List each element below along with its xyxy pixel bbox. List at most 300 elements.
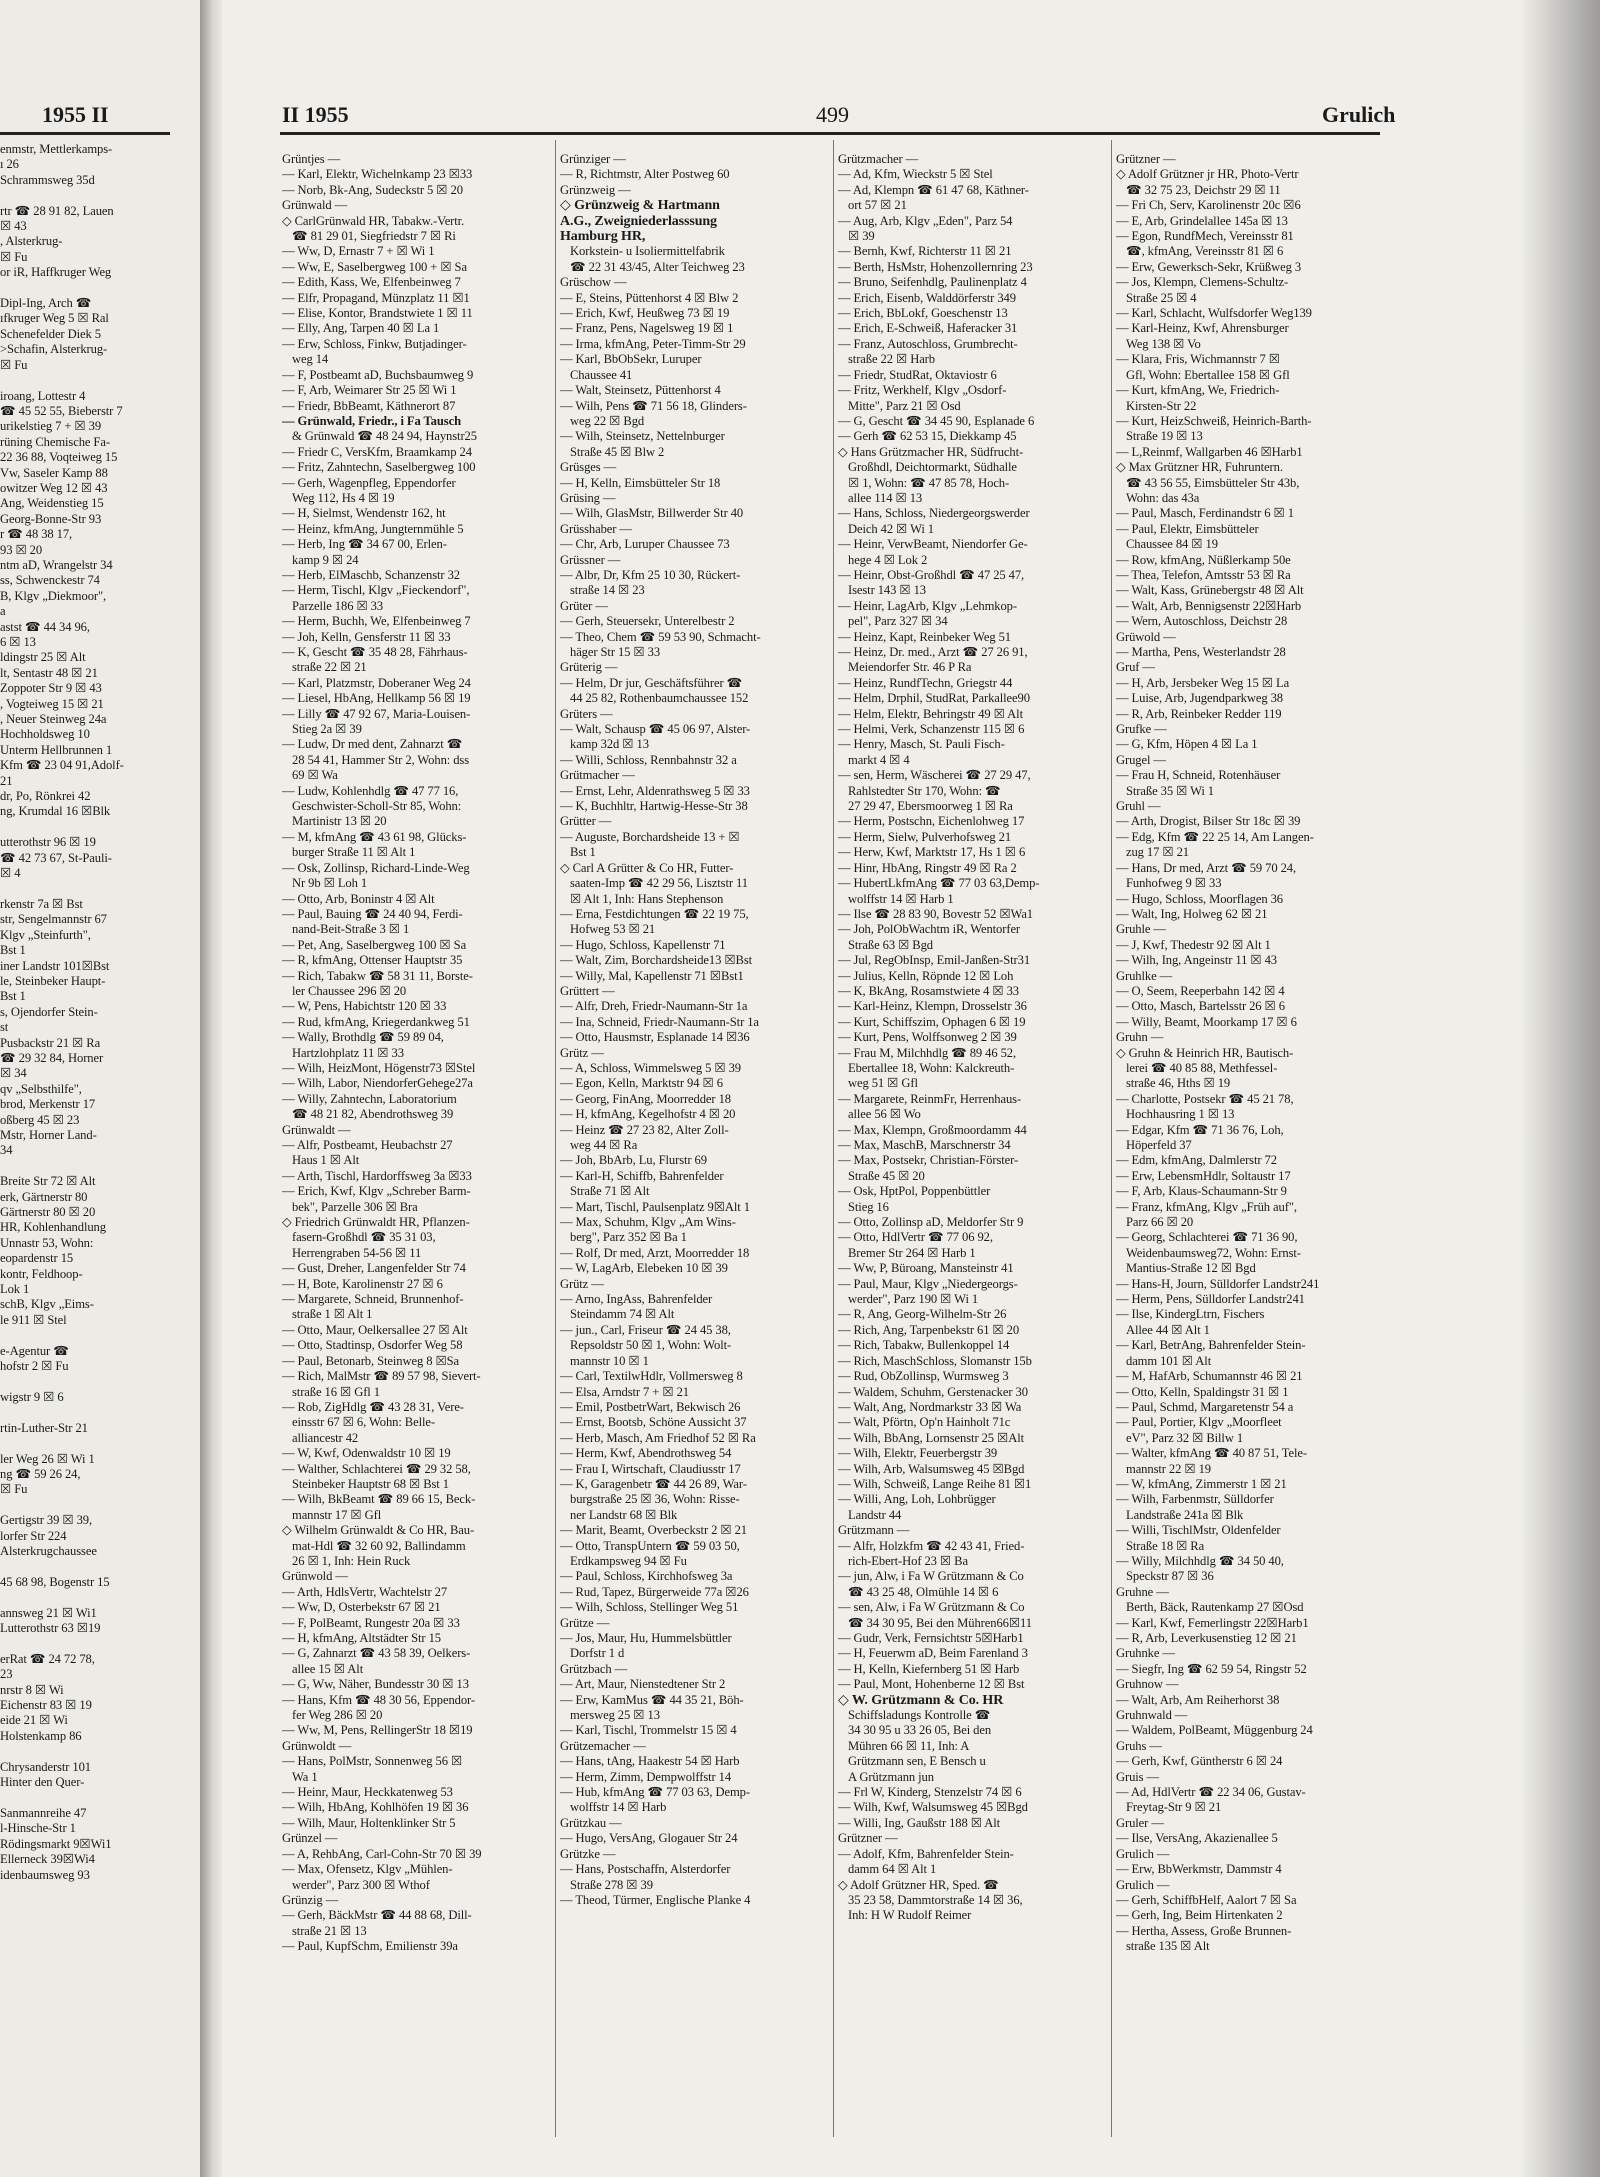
- directory-entry: Grützkau —: [560, 1815, 622, 1830]
- directory-entry: — Waldem, Schuhm, Gerstenacker 30: [838, 1384, 1028, 1399]
- directory-entry: allee 114 ☒ 13: [848, 490, 923, 505]
- directory-entry: — Karl, Schlacht, Wulfsdorfer Weg139: [1116, 306, 1312, 321]
- directory-entry: Gruhle —: [1116, 922, 1166, 937]
- directory-entry: Grützmann —: [838, 1523, 910, 1538]
- directory-entry: — Arth, Tischl, Hardorffsweg 3a ☒33: [282, 1168, 472, 1183]
- directory-entry: r ☎ 48 38 17,: [0, 527, 73, 542]
- directory-entry: Grufke —: [1116, 722, 1167, 737]
- directory-entry: weg 44 ☒ Ra: [570, 1138, 638, 1152]
- directory-entry: Parz 66 ☒ 20: [1126, 1215, 1194, 1230]
- directory-entry: , Vogteiweg 15 ☒ 21: [0, 696, 104, 711]
- directory-entry: ◇ Friedrich Grünwaldt HR, Pflanzen-: [282, 1215, 470, 1230]
- directory-entry: — Otto, Hausmstr, Esplanade 14 ☒36: [560, 1030, 750, 1045]
- directory-entry: iroang, Lottestr 4: [0, 388, 86, 403]
- directory-entry: — H, Kelln, Kiefernberg 51 ☒ Harb: [838, 1661, 1020, 1676]
- directory-entry: — R, Arb, Leverkusenstieg 12 ☒ 21: [1116, 1631, 1297, 1645]
- directory-entry: — Erw, LebensmHdlr, Soltaustr 17: [1116, 1168, 1291, 1183]
- directory-entry: — Heinz ☎ 27 23 82, Alter Zoll-: [560, 1122, 729, 1137]
- directory-entry: straße 21 ☒ 13: [292, 1923, 367, 1938]
- directory-entry: — Ludw, Kohlenhdlg ☎ 47 77 16,: [282, 783, 459, 798]
- directory-entry: — E, Arb, Grindelallee 145a ☒ 13: [1116, 213, 1288, 228]
- directory-entry: — Walt, Ang, Nordmarkstr 33 ☒ Wa: [838, 1399, 1022, 1414]
- directory-entry: — Ww, P, Büroang, Mansteinstr 41: [838, 1261, 1014, 1276]
- directory-entry: eV", Parz 32 ☒ Billw 1: [1126, 1430, 1244, 1445]
- directory-entry: owitzer Weg 12 ☒ 43: [0, 480, 108, 495]
- directory-entry: Grünwaldt —: [282, 1122, 351, 1137]
- directory-entry: Straße 45 ☒ Blw 2: [570, 444, 665, 459]
- directory-entry: 69 ☒ Wa: [292, 768, 338, 783]
- directory-entry: — Fritz, Zahntechn, Saselbergweg 100: [282, 460, 476, 475]
- directory-entry: — Friedr, StudRat, Oktaviostr 6: [838, 367, 997, 382]
- directory-entry: Isestr 143 ☒ 13: [848, 583, 926, 598]
- directory-entry: Grützke —: [560, 1846, 616, 1861]
- directory-entry: Meiendorfer Str. 46 P Ra: [848, 660, 972, 675]
- directory-entry: rtr ☎ 28 91 82, Lauen: [0, 203, 114, 218]
- directory-entry: — Bruno, Seifenhdlg, Paulinenplatz 4: [838, 275, 1027, 290]
- directory-entry: — Walt, Arb, Bennigsenstr 22☒Harb: [1116, 598, 1302, 613]
- directory-entry: — Gerh, BäckMstr ☎ 44 88 68, Dill-: [282, 1908, 472, 1923]
- directory-entry: , Alsterkrug-: [0, 234, 63, 249]
- directory-entry: — Wern, Autoschloss, Deichstr 28: [1116, 614, 1288, 629]
- directory-entry: alliancestr 42: [292, 1430, 359, 1445]
- directory-entry: — Albr, Dr, Kfm 25 10 30, Rückert-: [560, 567, 741, 582]
- directory-entry: >Schafin, Alsterkrug-: [0, 342, 108, 357]
- directory-entry: — Rich, MalMstr ☎ 89 57 98, Sievert-: [282, 1369, 481, 1384]
- directory-entry: schB, Klgv „Eims-: [0, 1297, 94, 1312]
- directory-entry: — jun, Alw, i Fa W Grützmann & Co: [838, 1569, 1024, 1584]
- directory-entry: urikelstieg 7 + ☒ 39: [0, 419, 102, 434]
- directory-entry: — Thea, Telefon, Amtsstr 53 ☒ Ra: [1116, 567, 1291, 582]
- directory-entry: — Max, Ofensetz, Klgv „Mühlen-: [282, 1862, 453, 1877]
- directory-entry: — Heinz, Dr. med., Arzt ☎ 27 26 91,: [838, 645, 1028, 659]
- directory-entry: — Wilh, GlasMstr, Billwerder Str 40: [560, 506, 744, 521]
- directory-entry: — Marit, Beamt, Overbeckstr 2 ☒ 21: [560, 1523, 747, 1538]
- directory-entry: — Herb, Ing ☎ 34 67 00, Erlen-: [282, 537, 447, 552]
- directory-entry: Grulich —: [1116, 1877, 1170, 1892]
- directory-entry: Berth, Bäck, Rautenkamp 27 ☒Osd: [1126, 1600, 1304, 1615]
- directory-entry: [0, 820, 195, 835]
- directory-entry: 6 ☒ 13: [0, 635, 36, 649]
- directory-entry: — M, HafArb, Schumannstr 46 ☒ 21: [1116, 1369, 1303, 1384]
- directory-entry: nand-Beit-Straße 3 ☒ 1: [292, 922, 410, 937]
- directory-entry: — Heinr, Obst-Großhdl ☎ 47 25 47,: [838, 567, 1025, 582]
- directory-entry: — Willy, Milchhdlg ☎ 34 50 40,: [1116, 1553, 1284, 1568]
- directory-entry: — Charlotte, Postsekr ☎ 45 21 78,: [1116, 1091, 1294, 1106]
- directory-entry: — Klara, Fris, Wichmannstr 7 ☒: [1116, 352, 1280, 367]
- directory-entry: annsweg 21 ☒ Wi1: [0, 1605, 97, 1620]
- directory-entry: bek", Parzelle 306 ☒ Bra: [292, 1199, 418, 1214]
- directory-entry: lorfer Str 224: [0, 1528, 67, 1543]
- directory-entry: — Gerh, Kwf, Güntherstr 6 ☒ 24: [1116, 1754, 1283, 1769]
- directory-entry: — H, Sielmst, Wendenstr 162, ht: [282, 506, 446, 521]
- directory-entry: rich-Ebert-Hof 23 ☒ Ba: [848, 1553, 968, 1568]
- directory-entry: Ang, Weidenstieg 15: [0, 496, 104, 511]
- directory-entry: Grüsges —: [560, 460, 617, 475]
- directory-entry: iner Landstr 101☒Bst: [0, 958, 110, 973]
- directory-entry: Grüters —: [560, 706, 613, 721]
- directory-entry: — Arno, IngAss, Bahrenfelder: [560, 1292, 713, 1307]
- directory-entry: — Herm, Pens, Sülldorfer Landstr241: [1116, 1292, 1305, 1307]
- directory-entry: nrstr 8 ☒ Wi: [0, 1682, 64, 1697]
- book-gutter: [200, 0, 222, 2177]
- directory-entry: Pusbackstr 21 ☒ Ra: [0, 1035, 101, 1050]
- directory-entry: — Herm, Tischl, Klgv „Fieckendorf",: [282, 583, 470, 598]
- directory-entry: — Paul, Schloss, Kirchhofsweg 3a: [560, 1569, 733, 1584]
- directory-entry: — Walt, Ing, Holweg 62 ☒ 21: [1116, 906, 1268, 921]
- directory-entry: Ellerneck 39☒Wi4: [0, 1852, 95, 1867]
- directory-entry: [0, 1375, 195, 1390]
- directory-entry: — Wilh, HbAng, Kohlhöfen 19 ☒ 36: [282, 1800, 469, 1815]
- directory-entry: Dorfstr 1 d: [570, 1646, 625, 1661]
- directory-entry: Grüssner —: [560, 552, 621, 567]
- directory-entry: rtin-Luther-Str 21: [0, 1420, 88, 1435]
- directory-entry: — J, Kwf, Thedestr 92 ☒ Alt 1: [1116, 937, 1271, 952]
- directory-entry: — Edgar, Kfm ☎ 71 36 76, Loh,: [1116, 1122, 1284, 1137]
- directory-entry: — Herb, ElMaschb, Schanzenstr 32: [282, 567, 460, 582]
- directory-entry: Grützner —: [838, 1831, 898, 1846]
- directory-entry: — Fritz, Werkhelf, Klgv „Osdorf-: [838, 383, 1007, 398]
- directory-entry: ☎ 34 30 95, Bei den Mühren66☒11: [848, 1615, 1032, 1630]
- directory-entry: — Gerh ☎ 62 53 15, Diekkamp 45: [838, 429, 1017, 444]
- directory-entry: lt, Sentastr 48 ☒ 21: [0, 665, 98, 680]
- directory-entry: Grünzweig —: [560, 182, 631, 197]
- directory-entry: — Frau H, Schneid, Rotenhäuser: [1116, 768, 1281, 783]
- directory-entry: — Edith, Kass, We, Elfenbeinweg 7: [282, 275, 461, 290]
- directory-entry: — Heinr, Maur, Heckkatenweg 53: [282, 1785, 453, 1800]
- directory-entry: — Kurt, Pens, Wolffsonweg 2 ☒ 39: [838, 1030, 1017, 1045]
- directory-entry: — Wilh, Farbenmstr, Sülldorfer: [1116, 1492, 1274, 1507]
- directory-entry: Grüsing —: [560, 490, 616, 505]
- directory-entry: Grünwald —: [282, 198, 348, 213]
- directory-entry: — Erw, KamMus ☎ 44 35 21, Böh-: [560, 1692, 744, 1707]
- directory-entry: — Paul, Betonarb, Steinweg 8 ☒Sa: [282, 1353, 460, 1368]
- directory-entry: — W, Pens, Habichtstr 120 ☒ 33: [282, 999, 447, 1014]
- directory-entry: — Helmi, Verk, Schanzenstr 115 ☒ 6: [838, 722, 1025, 737]
- directory-entry: Grüterig —: [560, 660, 618, 675]
- directory-entry: — Walther, Schlachterei ☎ 29 32 58,: [282, 1461, 471, 1476]
- directory-entry: enmstr, Mettlerkamps-: [0, 142, 113, 156]
- directory-entry: — sen, Herm, Wäscherei ☎ 27 29 47,: [838, 768, 1031, 783]
- directory-entry: — F, Arb, Klaus-Schaumann-Str 9: [1116, 1184, 1287, 1199]
- directory-entry: — H, Kelln, Eimsbütteler Str 18: [560, 475, 721, 490]
- directory-column-3: [838, 152, 1106, 1924]
- directory-entry: erRat ☎ 24 72 78,: [0, 1651, 95, 1666]
- directory-entry: häger Str 15 ☒ 33: [570, 645, 661, 659]
- directory-entry: — Paul, Mont, Hohenberne 12 ☒ Bst: [838, 1677, 1025, 1692]
- directory-entry: straße 46, Hths ☒ 19: [1126, 1076, 1231, 1091]
- directory-entry: — Karl, Elektr, Wichelnkamp 23 ☒33: [282, 167, 473, 182]
- directory-entry: Schiffsladungs Kontrolle ☎: [848, 1708, 991, 1723]
- directory-entry: Dipl-Ing, Arch ☎: [0, 296, 92, 311]
- directory-entry: — Wilh, Schweiß, Lange Reihe 81 ☒1: [838, 1476, 1032, 1491]
- directory-entry: wolffstr 14 ☒ Harb: [570, 1800, 667, 1815]
- directory-entry: — Fri Ch, Serv, Karolinenstr 20c ☒6: [1116, 198, 1301, 213]
- directory-entry: — Herb, Masch, Am Friedhof 52 ☒ Ra: [560, 1430, 756, 1445]
- directory-entry: — Karl, Platzmstr, Doberaner Weg 24: [282, 675, 471, 690]
- directory-entry: ◇ CarlGrünwald HR, Tabakw.-Vertr.: [282, 213, 465, 228]
- directory-entry: — H, Arb, Jersbeker Weg 15 ☒ La: [1116, 675, 1290, 690]
- directory-entry: Schenefelder Diek 5: [0, 326, 101, 341]
- directory-entry: Herrengraben 54-56 ☒ 11: [292, 1245, 422, 1260]
- directory-entry: Gruhnow —: [1116, 1677, 1179, 1692]
- directory-entry: werder", Parz 300 ☒ Wthof: [292, 1877, 430, 1892]
- directory-entry: Martinistr 13 ☒ 20: [292, 814, 387, 829]
- directory-entry: Grüschow —: [560, 275, 627, 290]
- directory-entry: — G, Gescht ☎ 34 45 90, Esplanade 6: [838, 413, 1035, 428]
- directory-entry: — Ludw, Dr med dent, Zahnarzt ☎: [282, 737, 463, 752]
- directory-entry: ıfkruger Weg 5 ☒ Ral: [0, 311, 109, 326]
- directory-entry: — Hans, Schloss, Niedergeorgswerder: [838, 506, 1030, 521]
- directory-entry: — Kurt, kfmAng, We, Friedrich-: [1116, 383, 1280, 398]
- directory-entry: — Egon, RundfMech, Vereinsstr 81: [1116, 229, 1294, 244]
- directory-entry: — Erw, Gewerksch-Sekr, Krüßweg 3: [1116, 259, 1302, 274]
- directory-entry: allee 15 ☒ Alt: [292, 1661, 364, 1676]
- directory-entry: — Heinz, RundfTechn, Griegstr 44: [838, 675, 1013, 690]
- directory-entry: Hofweg 53 ☒ 21: [570, 922, 656, 937]
- directory-entry: — A, RehbAng, Carl-Cohn-Str 70 ☒ 39: [282, 1846, 482, 1861]
- directory-entry: — Ernst, Bootsb, Schöne Aussicht 37: [560, 1415, 747, 1430]
- directory-entry: Funhofweg 9 ☒ 33: [1126, 876, 1222, 891]
- column-divider: [555, 140, 556, 2137]
- directory-entry: le, Steinbeker Haupt-: [0, 973, 106, 988]
- directory-entry: Bst 1: [0, 989, 26, 1004]
- directory-entry: — Franz, Pens, Nagelsweg 19 ☒ 1: [560, 321, 734, 336]
- directory-entry: ◇ Adolf Grützner jr HR, Photo-Vertr: [1116, 167, 1299, 182]
- directory-entry: — Wilh, Kwf, Walsumsweg 45 ☒Bgd: [838, 1800, 1028, 1815]
- directory-entry: Mantius-Straße 12 ☒ Bgd: [1126, 1261, 1256, 1276]
- directory-entry: — Julius, Kelln, Röpnde 12 ☒ Loh: [838, 968, 1014, 983]
- directory-entry: — Helm, Dr jur, Geschäftsführer ☎: [560, 675, 743, 690]
- directory-entry: Kfm ☎ 23 04 91,Adolf-: [0, 758, 124, 773]
- directory-entry: Gruhn —: [1116, 1030, 1164, 1045]
- directory-entry: Grünziger —: [560, 152, 626, 166]
- directory-entry: Straße 25 ☒ 4: [1126, 290, 1197, 305]
- directory-entry: — Heinz, kfmAng, Jungternmühle 5: [282, 521, 464, 536]
- page-number: 499: [816, 102, 849, 127]
- directory-entry: — Hans, Postschaffn, Alsterdorfer: [560, 1862, 731, 1877]
- directory-entry: — Hinr, HbAng, Ringstr 49 ☒ Ra 2: [838, 860, 1017, 875]
- directory-entry: — Willy, Zahntechn, Laboratorium: [282, 1091, 457, 1106]
- directory-entry: mannstr 17 ☒ Gfl: [292, 1507, 382, 1522]
- directory-entry: — Max, Postsekr, Christian-Förster-: [838, 1153, 1019, 1168]
- directory-entry: ◇ Grünzweig & Hartmann: [560, 198, 720, 214]
- directory-entry: Parzelle 186 ☒ 33: [292, 598, 384, 613]
- directory-entry: Grütmacher —: [560, 768, 635, 783]
- directory-entry: A Grützmann jun: [848, 1769, 934, 1784]
- directory-entry: ler Chaussee 296 ☒ 20: [292, 983, 407, 998]
- directory-entry: [0, 1559, 195, 1574]
- directory-column-1: [282, 152, 550, 1955]
- directory-entry: — Rud, kfmAng, Kriegerdankweg 51: [282, 1014, 470, 1029]
- directory-entry: — Henry, Masch, St. Pauli Fisch-: [838, 737, 1005, 752]
- directory-entry: ng ☎ 59 26 24,: [0, 1466, 81, 1481]
- directory-entry: kamp 9 ☒ 24: [292, 552, 359, 567]
- directory-entry: [0, 1744, 195, 1759]
- directory-entry: — Wilh, Ing, Angeinstr 11 ☒ 43: [1116, 953, 1278, 968]
- directory-entry: — G, Kfm, Höpen 4 ☒ La 1: [1116, 737, 1258, 752]
- directory-entry: Weg 112, Hs 4 ☒ 19: [292, 490, 395, 505]
- directory-entry: — Jos, Maur, Hu, Hummelsbüttler: [560, 1631, 732, 1645]
- directory-entry: — Kurt, Schiffszim, Ophagen 6 ☒ 19: [838, 1014, 1026, 1029]
- directory-entry: — Rud, ObZollinsp, Wurmsweg 3: [838, 1369, 1009, 1384]
- directory-entry: Stieg 2a ☒ 39: [292, 722, 362, 737]
- directory-entry: — Hub, kfmAng ☎ 77 03 63, Demp-: [560, 1785, 750, 1800]
- directory-entry: — Karl-Heinz, Klempn, Drosselstr 36: [838, 999, 1027, 1014]
- directory-entry: 21: [0, 773, 13, 788]
- directory-entry: — G, Ww, Näher, Bundesstr 30 ☒ 13: [282, 1677, 469, 1692]
- directory-entry: — Elsa, Arndstr 7 + ☒ 21: [560, 1384, 689, 1399]
- directory-entry: Gruf —: [1116, 660, 1155, 675]
- directory-entry: — Arth, HdlsVertr, Wachtelstr 27: [282, 1584, 448, 1599]
- directory-entry: Korkstein- u Isoliermittelfabrik: [570, 244, 725, 259]
- directory-entry: — F, Arb, Weimarer Str 25 ☒ Wi 1: [282, 383, 457, 398]
- directory-entry: burgstraße 25 ☒ 36, Wohn: Risse-: [570, 1492, 740, 1507]
- directory-entry: — Norb, Bk-Ang, Sudeckstr 5 ☒ 20: [282, 182, 463, 197]
- directory-entry: Erdkampsweg 94 ☒ Fu: [570, 1553, 687, 1568]
- directory-entry: burger Straße 11 ☒ Alt 1: [292, 845, 416, 860]
- directory-entry: — Gerh, Steuersekr, Unterelbestr 2: [560, 614, 735, 629]
- directory-entry: — Heinr, VerwBeamt, Niendorfer Ge-: [838, 537, 1028, 552]
- directory-entry: — Wilh, Schloss, Stellinger Weg 51: [560, 1600, 739, 1615]
- directory-entry: — Paul, Maur, Klgv „Niedergeorgs-: [838, 1276, 1018, 1291]
- directory-entry: Rödingsmarkt 9☒Wi1: [0, 1836, 112, 1851]
- directory-entry: ◇ Hans Grützmacher HR, Südfrucht-: [838, 444, 1024, 459]
- directory-entry: [0, 188, 195, 203]
- directory-entry: Straße 278 ☒ 39: [570, 1877, 653, 1892]
- directory-entry: ☎, kfmAng, Vereinsstr 81 ☒ 6: [1126, 244, 1284, 259]
- directory-entry: — Wilh, HeizMont, Högenstr73 ☒Stel: [282, 1060, 476, 1075]
- directory-entry: — Otto, Arb, Boninstr 4 ☒ Alt: [282, 891, 435, 906]
- directory-entry: — Osk, HptPol, Poppenbüttler: [838, 1184, 991, 1199]
- directory-entry: Grugel —: [1116, 752, 1166, 767]
- directory-entry: — Aug, Arb, Klgv „Eden", Parz 54: [838, 213, 1013, 228]
- directory-entry: ☒ 1, Wohn: ☎ 47 85 78, Hoch-: [848, 475, 1010, 490]
- directory-entry: — Herm, Sielw, Pulverhofsweg 21: [838, 829, 1012, 844]
- directory-entry: — Irma, kfmAng, Peter-Timm-Str 29: [560, 336, 746, 351]
- left-page-fragment: [0, 0, 200, 2177]
- directory-entry: [0, 1159, 195, 1174]
- directory-entry: — Jos, Klempn, Clemens-Schultz-: [1116, 275, 1289, 290]
- directory-entry: — Wilh, Maur, Holtenklinker Str 5: [282, 1815, 456, 1830]
- directory-entry: ☒ 34: [0, 1066, 27, 1081]
- directory-entry: — Ad, HdlVertr ☎ 22 34 06, Gustav-: [1116, 1785, 1306, 1800]
- directory-entry: Grütz —: [560, 1276, 604, 1291]
- directory-entry: mersweg 25 ☒ 13: [570, 1708, 660, 1723]
- directory-entry: Hochhausring 1 ☒ 13: [1126, 1107, 1235, 1122]
- directory-entry: — Walter, kfmAng ☎ 40 87 51, Tele-: [1116, 1446, 1307, 1461]
- directory-entry: — Willi, Ang, Loh, Lohbrügger: [838, 1492, 996, 1507]
- directory-entry: — Herm, Kwf, Abendrothsweg 54: [560, 1446, 732, 1461]
- directory-entry: — Frl W, Kinderg, Stenzelstr 74 ☒ 6: [838, 1785, 1022, 1800]
- directory-entry: ☒ Fu: [0, 1482, 28, 1497]
- directory-entry: — Walt, Schausp ☎ 45 06 97, Alster-: [560, 722, 751, 737]
- directory-entry: — Edg, Kfm ☎ 22 25 14, Am Langen-: [1116, 829, 1314, 844]
- page-edge-shadow: [1520, 0, 1600, 2177]
- directory-entry: — Erich, Eisenb, Walddörferstr 349: [838, 290, 1016, 305]
- directory-column-2: [560, 152, 828, 1908]
- directory-entry: ☎ 22 31 43/45, Alter Teichweg 23: [570, 259, 745, 274]
- directory-entry: — Ina, Schneid, Friedr-Naumann-Str 1a: [560, 1014, 759, 1029]
- directory-entry: ☒ Fu: [0, 357, 28, 372]
- page-header-year: II 1955: [282, 102, 349, 127]
- directory-entry: Großhdl, Deichtormarkt, Südhalle: [848, 460, 1017, 475]
- directory-entry: — Willi, TischlMstr, Oldenfelder: [1116, 1523, 1281, 1538]
- directory-entry: Bst 1: [570, 845, 596, 860]
- directory-entry: — Chr, Arb, Luruper Chaussee 73: [560, 537, 730, 552]
- directory-entry: 34: [0, 1143, 13, 1158]
- directory-entry: — Otto, Masch, Bartelsstr 26 ☒ 6: [1116, 999, 1285, 1014]
- directory-entry: eide 21 ☒ Wi: [0, 1713, 68, 1728]
- directory-entry: Steindamm 74 ☒ Alt: [570, 1307, 675, 1322]
- directory-entry: — Wilh, Arb, Walsumsweg 45 ☒Bgd: [838, 1461, 1025, 1476]
- directory-entry: Grünzel —: [282, 1831, 338, 1846]
- directory-entry: — Willi, Schloss, Rennbahnstr 32 a: [560, 752, 737, 767]
- directory-entry: Chaussee 84 ☒ 19: [1126, 537, 1218, 552]
- directory-entry: — Helm, Drphil, StudRat, Parkallee90: [838, 691, 1030, 706]
- directory-entry: Schrammsweg 35d: [0, 172, 95, 187]
- directory-entry: weg 51 ☒ Gfl: [848, 1076, 918, 1091]
- directory-entry: — Wilh, BkBeamt ☎ 89 66 15, Beck-: [282, 1492, 476, 1507]
- directory-entry: — Margarete, Schneid, Brunnenhof-: [282, 1292, 464, 1307]
- directory-entry: — Hugo, VersAng, Glogauer Str 24: [560, 1831, 738, 1846]
- directory-entry: — Otto, TranspUntern ☎ 59 03 50,: [560, 1538, 740, 1553]
- directory-entry: A.G., Zweigniederlasssung: [560, 213, 717, 229]
- directory-entry: — Hans, Kfm ☎ 48 30 56, Eppendor-: [282, 1692, 475, 1707]
- column-divider: [1111, 140, 1112, 2137]
- directory-entry: — Joh, BbArb, Lu, Flurstr 69: [560, 1153, 707, 1168]
- directory-entry: — Lilly ☎ 47 92 67, Maria-Louisen-: [282, 706, 471, 721]
- directory-entry: — Erich, Kwf, Klgv „Schreber Barm-: [282, 1184, 471, 1199]
- directory-entry: — Osk, Zollinsp, Richard-Linde-Weg: [282, 860, 470, 875]
- directory-entry: 35 23 58, Dammtorstraße 14 ☒ 36,: [848, 1892, 1023, 1907]
- directory-entry: ◇ Wilhelm Grünwaldt & Co HR, Bau-: [282, 1523, 475, 1538]
- directory-entry: ☒ Alt 1, Inh: Hans Stephenson: [570, 891, 724, 906]
- directory-entry: Zoppoter Str 9 ☒ 43: [0, 681, 102, 696]
- directory-entry: — Otto, Maur, Oelkersallee 27 ☒ Alt: [282, 1322, 468, 1337]
- directory-entry: — Elfr, Propagand, Münzplatz 11 ☒1: [282, 290, 470, 305]
- directory-entry: — R, Ang, Georg-Wilhelm-Str 26: [838, 1307, 1007, 1322]
- directory-entry: zug 17 ☒ 21: [1126, 845, 1190, 860]
- directory-entry: Straße 18 ☒ Ra: [1126, 1538, 1205, 1553]
- directory-entry: — Ww, D, Osterbekstr 67 ☒ 21: [282, 1600, 441, 1615]
- directory-entry: markt 4 ☒ 4: [848, 752, 910, 767]
- directory-entry: — Frau I, Wirtschaft, Claudiusstr 17: [560, 1461, 741, 1476]
- directory-entry: Unnastr 53, Wohn:: [0, 1235, 94, 1250]
- directory-entry: — R, Richtmstr, Alter Postweg 60: [560, 167, 730, 182]
- directory-entry: — Wilh, Pens ☎ 71 56 18, Glinders-: [560, 398, 747, 413]
- directory-entry: Grüsshaber —: [560, 521, 632, 536]
- directory-entry: — Paul, Portier, Klgv „Moorfleet: [1116, 1415, 1282, 1430]
- directory-entry: — H, kfmAng, Altstädter Str 15: [282, 1631, 441, 1645]
- directory-entry: — Ernst, Lehr, Aldenrathsweg 5 ☒ 33: [560, 783, 750, 798]
- directory-entry: Vw, Saseler Kamp 88: [0, 465, 108, 480]
- directory-entry: — Karl, BbObSekr, Luruper: [560, 352, 702, 367]
- directory-entry: — W, Kwf, Odenwaldstr 10 ☒ 19: [282, 1446, 451, 1461]
- directory-entry: — Row, kfmAng, Nüßlerkamp 50e: [1116, 552, 1291, 567]
- directory-entry: Gruhne —: [1116, 1584, 1169, 1599]
- directory-entry: Weidenbaumsweg72, Wohn: Ernst-: [1126, 1245, 1301, 1260]
- directory-entry: — Erna, Festdichtungen ☎ 22 19 75,: [560, 906, 749, 921]
- directory-entry: Grüwold —: [1116, 629, 1176, 644]
- directory-entry: ntm aD, Wrangelstr 34: [0, 557, 113, 572]
- directory-entry: Eichenstr 83 ☒ 19: [0, 1698, 92, 1713]
- directory-entry: Freytag-Str 9 ☒ 21: [1126, 1800, 1222, 1815]
- directory-entry: ☎ 48 21 82, Abendrothsweg 39: [292, 1107, 454, 1122]
- directory-entry: 44 25 82, Rothenbaumchaussee 152: [570, 691, 749, 706]
- directory-entry: 34 30 95 u 33 26 05, Bei den: [848, 1723, 992, 1738]
- directory-entry: ler Weg 26 ☒ Wi 1: [0, 1451, 95, 1466]
- directory-entry: ng, Krumdal 16 ☒Blk: [0, 804, 111, 819]
